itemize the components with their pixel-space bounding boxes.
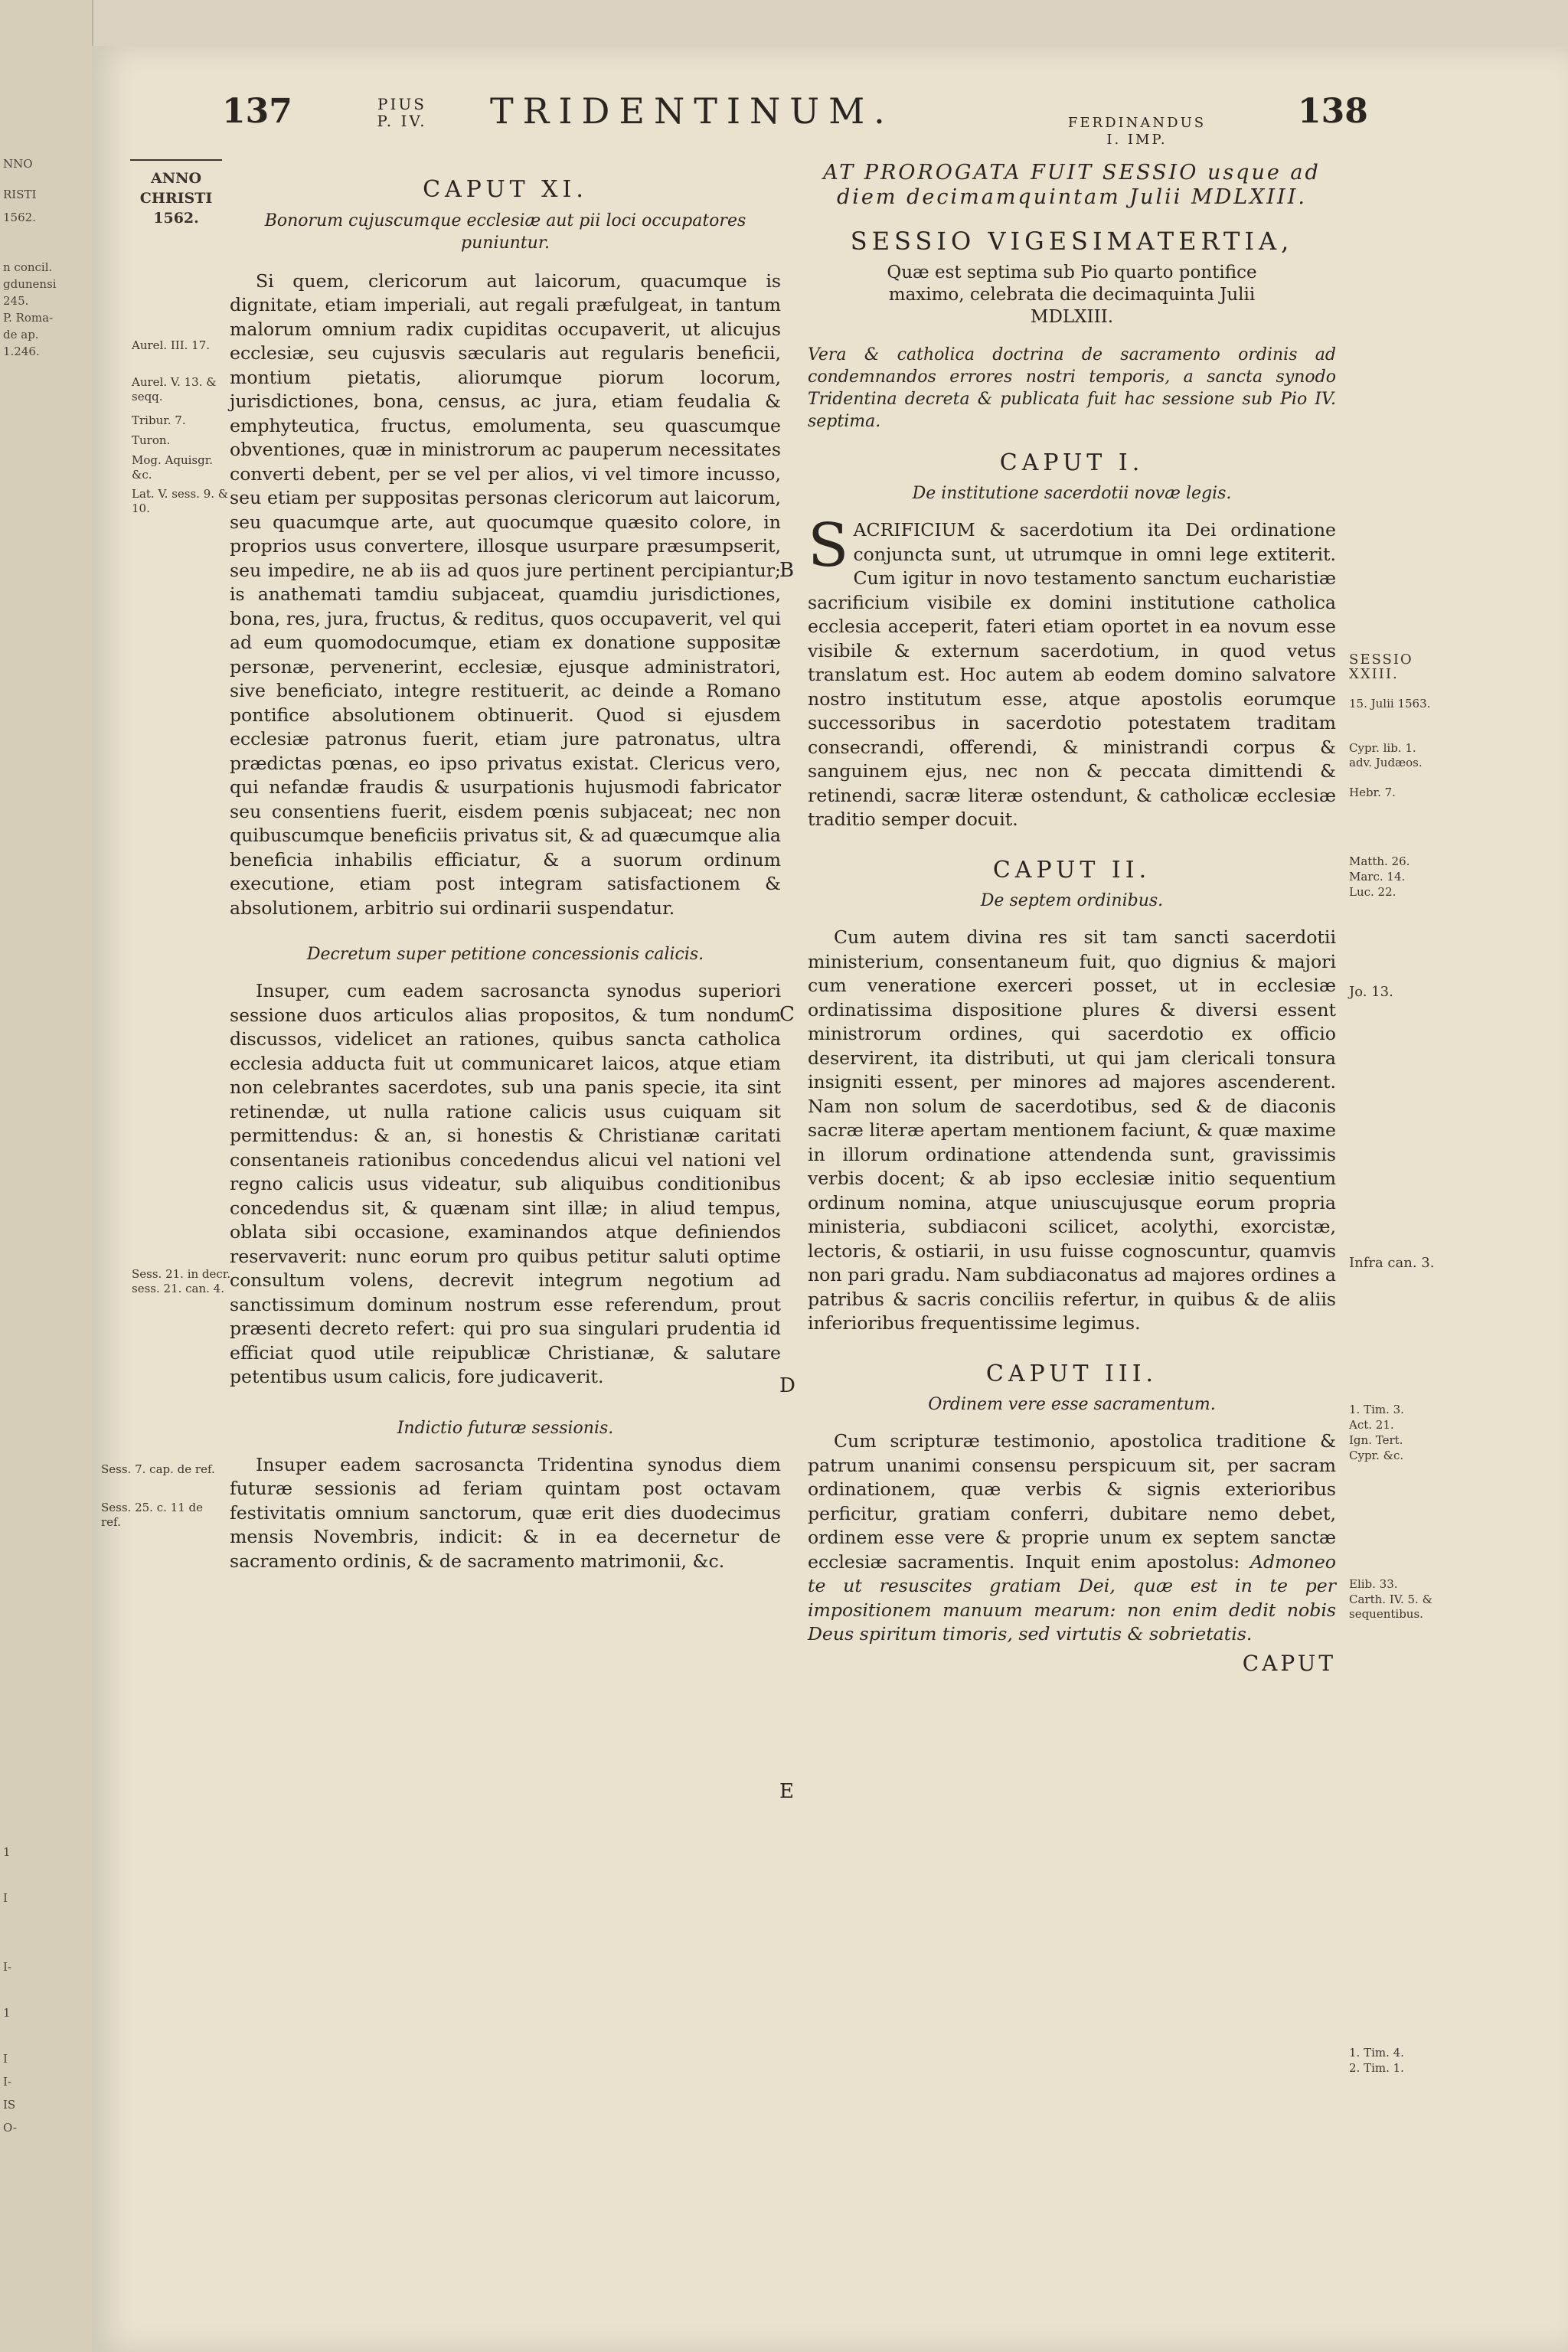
prev-margin-text: NNO bbox=[3, 157, 33, 171]
prorogata-notice: AT PROROGATA FUIT SESSIO usque ad diem decimamquintam Julii MDLXIII. bbox=[823, 161, 1321, 209]
prev-margin-text: 1.246. bbox=[3, 345, 40, 358]
prev-margin-text: I- bbox=[3, 1960, 11, 1974]
margin-note: Marc. 14. bbox=[1349, 870, 1406, 884]
prev-margin-text: n concil. bbox=[3, 260, 53, 274]
prev-margin-text: P. Roma- bbox=[3, 311, 54, 325]
margin-note: Matth. 26. bbox=[1349, 854, 1410, 868]
margin-note: Infra can. 3. bbox=[1349, 1255, 1435, 1271]
right-column bbox=[808, 161, 1336, 1675]
caput-i-heading: CAPUT I. bbox=[999, 449, 1145, 476]
right-page-number: 138 bbox=[1298, 92, 1368, 131]
running-title: TRIDENTINUM. bbox=[490, 90, 894, 132]
caput-xi-heading: CAPUT XI. bbox=[423, 176, 588, 203]
caput-ii-subtitle: De septem ordinibus. bbox=[980, 891, 1164, 910]
caput-i-body: ACRIFICIUM & sacerdotium ita Dei ordinatione conjuncta sunt, ut utrumque in omni lege extiterit. Cum igitur in novo testamento sanctum eucharistiæ sacrificium visibile ex domini institutione catholica ecclesia acceperit, fateri etiam oportet in ea novum esse visibile & externum sacerdotium, in quod vetus translatum est. Hoc autem ab eodem domino salvatore nostro institutum esse, atque apostolis eorumque successoribus in sacerdotio potestatem traditam consecrandi, offerendi, & ministrandi corpus & sanguinem ejus, nec non & peccata dimittendi & retinendi, sacræ literæ ostendunt, & catholicæ ecclesiæ traditio semper docuit. bbox=[808, 519, 1336, 830]
section-letter: C bbox=[779, 1003, 795, 1026]
caput-iii-subtitle: Ordinem vere esse sacramentum. bbox=[928, 1395, 1216, 1414]
margin-note: Jo. 13. bbox=[1349, 984, 1393, 1000]
margin-note: Lat. V. sess. 9. & 10. bbox=[132, 487, 229, 515]
caput-iii-text bbox=[808, 1429, 1336, 1647]
margin-note: 1. Tim. 3. bbox=[1349, 1403, 1404, 1416]
prev-margin-text: I bbox=[3, 1891, 8, 1905]
margin-note: Cypr. lib. 1. adv. Judæos. bbox=[1349, 741, 1423, 769]
margin-note: Cypr. &c. bbox=[1349, 1449, 1404, 1462]
indictio-text: Insuper eadem sacrosancta Tridentina synodus diem futuræ sessionis ad feriam quintam post octavam festivitatis omnium sanctorum, quæ erit dies duodecimus mensis Novembris, indicit: & in ea decernetur de sacramento ordinis, & de sacramento matrimonii, &c. bbox=[230, 1453, 781, 1572]
prev-margin-text: 1 bbox=[3, 2006, 11, 2020]
previous-page-edge bbox=[0, 0, 93, 2352]
catchword: CAPUT bbox=[1242, 1650, 1336, 1676]
caput-iii-body: Cum scripturæ testimonio, apostolica traditione & patrum unanimi consensu perspicuum sit, per sacram ordinationem, quæ verbis & signis exterioribus perficitur, gratiam conferri, dubitare nemo debet, ordinem esse vere & proprie unum ex septem sanctæ ecclesiæ sacramentis. Inquit enim apostolus: bbox=[808, 1430, 1336, 1573]
indictio-subtitle: Indictio futuræ sessionis. bbox=[397, 1418, 614, 1438]
margin-note: 1. Tim. 4. bbox=[1349, 2046, 1404, 2060]
margin-note: Tribur. 7. bbox=[132, 413, 186, 427]
prev-margin-text: I bbox=[3, 2052, 8, 2066]
margin-note: Mog. Aquisgr. &c. bbox=[132, 453, 214, 482]
prev-margin-text: 1 bbox=[3, 1845, 11, 1859]
caput-ii-heading: CAPUT II. bbox=[992, 856, 1152, 884]
scripture-quote: Admoneo te ut resuscites gratiam Dei, quæ est in te per impositionem manuum mearum: non enim dedit nobis Deus spiritum timoris, sed virtutis & sobrietatis. bbox=[808, 1550, 1337, 1645]
left-pope: PIUS P. IV. bbox=[377, 95, 427, 130]
margin-note: Luc. 22. bbox=[1349, 885, 1396, 899]
margin-note: Turon. bbox=[132, 433, 171, 447]
sessio-title: SESSIO VIGESIMATERTIA, bbox=[850, 227, 1294, 256]
left-page-number: 137 bbox=[222, 92, 292, 131]
section-letter: E bbox=[779, 1780, 794, 1803]
prev-margin-text: O- bbox=[3, 2121, 17, 2135]
margin-note: Ign. Tert. bbox=[1349, 1433, 1403, 1447]
margin-note: SESSIO XXIII. bbox=[1349, 652, 1413, 682]
year-label: ANNO CHRISTI 1562. bbox=[139, 170, 213, 227]
margin-note: Elib. 33. bbox=[1349, 1577, 1398, 1591]
section-letter: B bbox=[779, 559, 795, 582]
drop-cap: S bbox=[808, 511, 849, 580]
prev-margin-text: 1562. bbox=[3, 211, 36, 224]
caput-xi-text: Si quem, clericorum aut laicorum, quacumque is dignitate, etiam imperiali, aut regali præfulgeat, in tantum malorum omnium radix cupiditas occupaverit, ut alicujus ecclesiæ, seu cujusvis sæcularis aut regularis beneficii, montium pietatis, aliorumque piorum locorum, jurisdictiones, bona, census, ac jura, etiam feudalia & emphyteutica, fructus, emolumenta, seu quascumque obventiones, quæ in ministrorum ac pauperum necessitates converti debent, per se vel per alios, vi vel timore incusso, seu etiam per suppositas personas clericorum aut laicorum, seu quacumque arte, aut quocumque quæsito colore, in proprios usus convertere, illosque usurpare præsumpserit, seu impedire, ne ab iis ad quos jure pertinent percipiantur; is anathemati tamdiu subjaceat, quamdiu jurisdictiones, bona, res, jura, fructus, & reditus, quos occupaverit, vel qui ad eum quomodocumque, etiam ex donatione suppositæ personæ, pervenerint, ecclesiæ, ejusque administratori, sive beneficiato, integre restituerit, ac deinde a Romano pontifice absolutionem obtinuerit. Quod si ejusdem ecclesiæ patronus fuerit, etiam jure patronatus, ultra prædictas pœnas, eo ipso privatus existat. Clericus vero, qui nefandæ fraudis & usurpationis hujusmodi fabricator seu consentiens fuerit, eisdem pœnis subjaceat; nec non quibuscumque beneficiis privatus sit, & ad quæcumque alia beneficia inhabilis efficiatur, & a suorum ordinum executione, etiam post integram satisfactionem & absolutionem, arbitrio sui ordinarii suspendatur. bbox=[230, 270, 781, 919]
decretum-subtitle: Decretum super petitione concessionis calicis. bbox=[306, 945, 704, 964]
left-column bbox=[230, 161, 781, 1573]
caput-ii-text: Cum autem divina res sit tam sancti sacerdotii ministerium, consentaneum fuit, quo dignius & majori cum veneratione exerceri posset, ut in ecclesiæ ordinatissima dispositione plures & diversi essent ministrorum ordines, qui sacerdotio ex officio deservirent, ita distributi, ut qui jam clericali tonsura insigniti essent, per minores ad majores ascenderent. Nam non solum de sacerdotibus, sed & de diaconis sacræ literæ apertam mentionem faciunt, & quæ maxime in illorum ordinatione attendenda sunt, gravissimis verbis docent; & ab ipso ecclesiæ initio sequentium ordinum nomina, atque uniuscujusque eorum propria ministeria, subdiaconi scilicet, acolythi, exorcistæ, lectoris, & ostiarii, in usu fuisse cognoscuntur, quamvis non pari gradu. Nam subdiaconatus ad majores ordines a patribus & sacris conciliis refertur, in quibus & de aliis inferioribus frequentissime legimus. bbox=[808, 926, 1336, 1334]
prev-margin-text: IS bbox=[3, 2098, 16, 2112]
prev-margin-text: I- bbox=[3, 2075, 11, 2089]
caput-xi-subtitle: Bonorum cujuscumque ecclesiæ aut pii loci occupatores puniuntur. bbox=[264, 211, 746, 253]
margin-note: Sess. 21. in decr. sess. 21. can. 4. bbox=[132, 1267, 231, 1295]
prev-margin-text: 245. bbox=[3, 294, 29, 308]
margin-note: Sess. 25. c. 11 de ref. bbox=[101, 1501, 203, 1529]
margin-note: Act. 21. bbox=[1349, 1418, 1394, 1432]
caput-i-subtitle: De institutione sacerdotii novæ legis. bbox=[912, 484, 1232, 503]
margin-note: Hebr. 7. bbox=[1349, 786, 1396, 799]
caput-iii-heading: CAPUT III. bbox=[985, 1360, 1158, 1387]
margin-note: Sess. 7. cap. de ref. bbox=[101, 1462, 215, 1476]
prev-margin-text: gdunensi bbox=[3, 277, 57, 291]
doctrina-intro: Vera & catholica doctrina de sacramento ordinis ad condemnandos errores nostri temporis, a sancta synodo Tridentina decreta & publicata fuit hac sessione sub Pio IV. septima. bbox=[808, 345, 1336, 431]
sessio-subtitle: Quæ est septima sub Pio quarto pontifice maximo, celebrata die decimaquinta Julii MDLXIII. bbox=[887, 262, 1257, 327]
prev-margin-text: de ap. bbox=[3, 328, 39, 341]
right-emperor: FERDINANDUS I. IMP. bbox=[1067, 115, 1207, 148]
caput-i-text bbox=[808, 511, 1336, 832]
margin-note: Carth. IV. 5. & sequentibus. bbox=[1349, 1592, 1432, 1621]
margin-note: Aurel. III. 17. bbox=[132, 338, 211, 352]
year-rule bbox=[130, 159, 222, 161]
margin-note: 15. Julii 1563. bbox=[1349, 697, 1431, 710]
margin-note: 2. Tim. 1. bbox=[1349, 2061, 1404, 2075]
section-letter: D bbox=[779, 1374, 795, 1397]
prev-margin-text: RISTI bbox=[3, 188, 37, 201]
margin-note: Aurel. V. 13. & seqq. bbox=[132, 375, 217, 403]
decretum-text: Insuper, cum eadem sacrosancta synodus superiori sessione duos articulos alias propositos, & tum nondum discussos, videlicet an rationes, quibus sancta catholica ecclesia adducta fuit ut communicaret laicos, atque etiam non celebrantes sacerdotes, sub una panis specie, ita sint retinendæ, ut nulla ratione calicis usus cuiquam sit permittendus: & an, si honestis & Christianæ caritati consentaneis rationibus concedendus alicui vel nationi vel regno calicis usus videatur, sub aliquibus conditionibus concedendus sit, & quænam sint illæ; in aliud tempus, oblata sibi occasione, examinandos atque definiendos reservaverit: nunc eorum pro quibus petitur saluti optime consultum volens, decrevit integrum negotium ad sanctissimum dominum nostrum esse referendum, prout præsenti decreto refert: qui pro sua singulari prudentia id efficiat quod utile reipublicæ Christianæ, & salutare petentibus usum calicis, fore judicaverit. bbox=[230, 980, 781, 1387]
